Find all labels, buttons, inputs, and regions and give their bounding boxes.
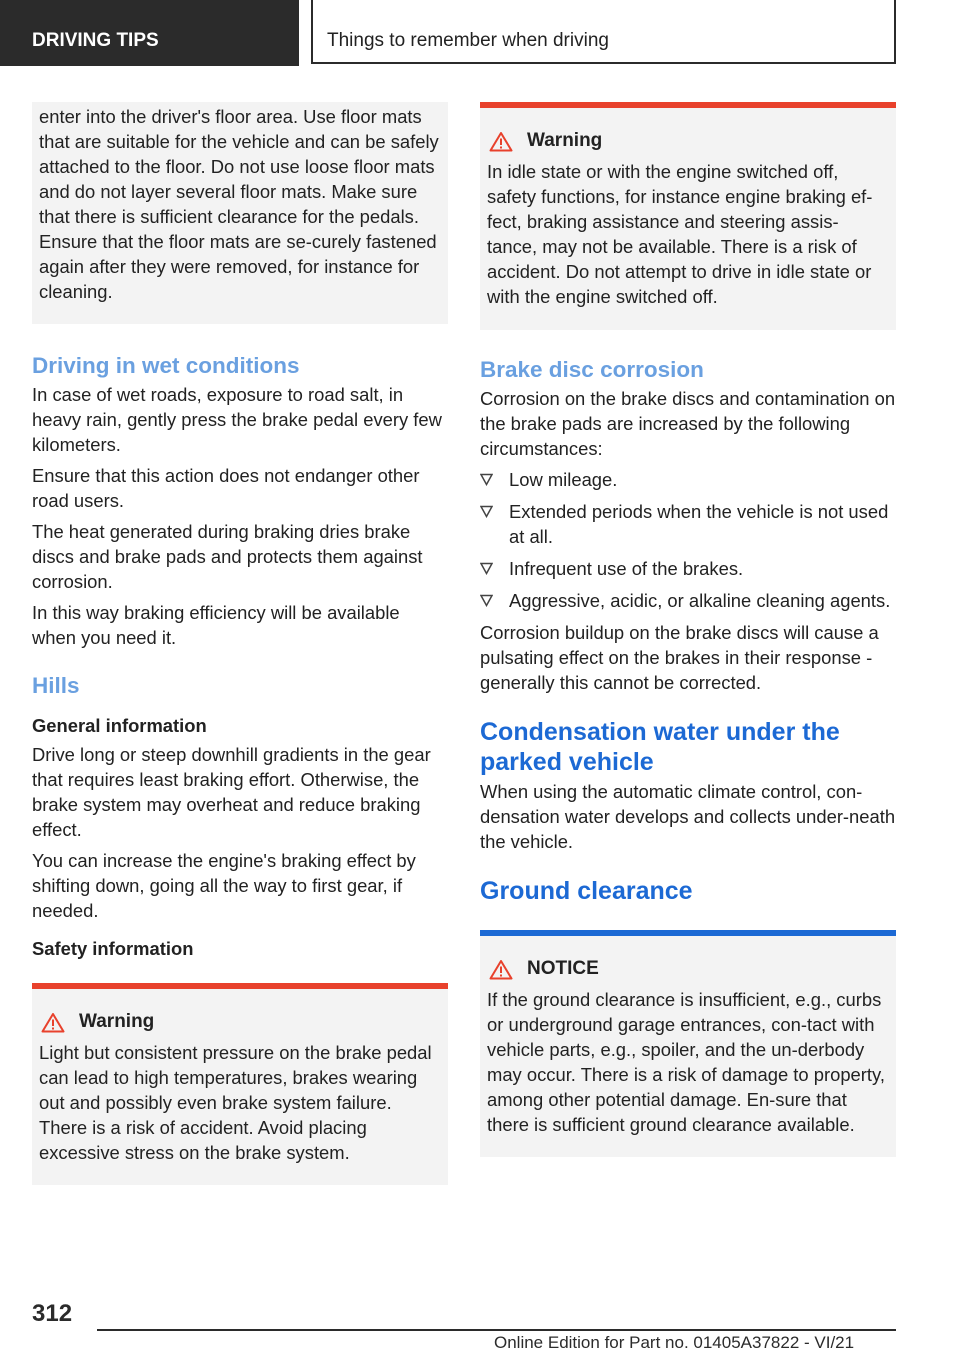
warning-header [41, 1009, 440, 1035]
wet-paragraph-2: Ensure that this action does not endanger other road users. [32, 465, 420, 511]
bullet-triangle-icon [480, 562, 493, 575]
warning-triangle-icon [41, 1012, 65, 1033]
wet-paragraph-3: The heat generated during braking dries brake discs and brake pads and protects them against corrosion. [32, 521, 423, 592]
floor-mats-box [32, 102, 448, 324]
notice-header [489, 956, 888, 982]
brake-intro: Corrosion on the brake discs and contamination on the brake pads are increased by the following circumstances: [480, 388, 896, 459]
bullet-triangle-icon [480, 594, 493, 607]
condensation-heading: Condensation water under the parked vehicle [480, 718, 840, 776]
warning-text: Light but consistent pressure on the brake pedal can lead to high temperatures, brakes wearing out and possibly even brake system failure. There is a risk of accident. Avoid placing excessive stress on the brake system. [39, 1042, 432, 1163]
wet-paragraph-4: In this way braking efficiency will be available when you need it. [32, 602, 400, 648]
page-number: 312 [32, 1300, 73, 1327]
condensation-text: When using the automatic climate control, con-densation water develops and collects under-neath the vehicle. [480, 781, 896, 852]
warning-triangle-icon [489, 131, 513, 152]
edition-text: Online Edition for Part no. 01405A37822 - VI/21 [494, 1333, 855, 1352]
list-item-text: Low mileage. [509, 469, 618, 490]
list-item [480, 499, 896, 549]
list-item [480, 467, 896, 492]
warning-label: Warning [527, 130, 603, 151]
footer-divider [97, 1329, 896, 1331]
bullet-triangle-icon [480, 473, 493, 486]
hills-paragraph-1: Drive long or steep downhill gradients in the gear that requires least braking effort. Otherwise, the brake system may overheat and reduce braking effect. [32, 744, 431, 840]
notice-text: If the ground clearance is insufficient, e.g., curbs or underground garage entrances, con-tact with vehicle parts, e.g., spoiler, and the un-derbody may occur. There is a risk of damage to property, among other potential damage. En-sure that there is sufficient ground clearance available. [487, 989, 885, 1135]
warning-header [489, 128, 888, 154]
brake-outro: Corrosion buildup on the brake discs will cause a pulsating effect on the brakes in their response - generally this cannot be corrected. [480, 622, 879, 693]
hills-heading: Hills [32, 673, 80, 698]
page-header [0, 0, 960, 66]
list-item-text: Extended periods when the vehicle is not used at all. [509, 501, 889, 547]
section-tab: DRIVING TIPS [0, 0, 299, 66]
list-item [480, 556, 896, 581]
notice-label: NOTICE [527, 958, 599, 979]
warning-label: Warning [79, 1011, 155, 1032]
ground-clearance-heading: Ground clearance [480, 877, 693, 905]
general-information-heading: General information [32, 715, 207, 736]
wet-paragraph-1: In case of wet roads, exposure to road salt, in heavy rain, gently press the brake pedal every few kilometers. [32, 384, 442, 455]
safety-information-heading: Safety information [32, 938, 194, 959]
list-item-text: Aggressive, acidic, or alkaline cleaning agents. [509, 590, 891, 611]
brake-warning-box [32, 983, 448, 1185]
hills-paragraph-2: You can increase the engine's braking effect by shifting down, going all the way to first gear, if needed. [32, 850, 416, 921]
warning-triangle-icon [489, 959, 513, 980]
floor-mats-text: enter into the driver's floor area. Use floor mats that are suitable for the vehicle and can be safely attached to the floor. Do not use loose floor mats and do not layer several floor mats. Make sure that there is sufficient clearance for the pedals. Ensure that the floor mats are se-curely fastened again after they were removed, for instance for cleaning. [39, 106, 439, 302]
warning-text: In idle state or with the engine switched off, safety functions, for instance engine braking ef-fect, braking assistance and steering assis-tance, may not be available. There is a risk of accident. Do not attempt to drive in idle state or with the engine switched off. [487, 161, 873, 307]
page-title: Things to remember when driving [311, 0, 896, 64]
wet-conditions-heading: Driving in wet conditions [32, 353, 300, 378]
right-column [480, 102, 896, 1157]
circumstances-list [480, 467, 896, 613]
idle-warning-box [480, 102, 896, 330]
brake-disc-corrosion-heading: Brake disc corrosion [480, 357, 704, 382]
bullet-triangle-icon [480, 505, 493, 518]
list-item-text: Infrequent use of the brakes. [509, 558, 744, 579]
ground-clearance-notice-box [480, 930, 896, 1157]
left-column [32, 102, 448, 1185]
list-item [480, 588, 896, 613]
